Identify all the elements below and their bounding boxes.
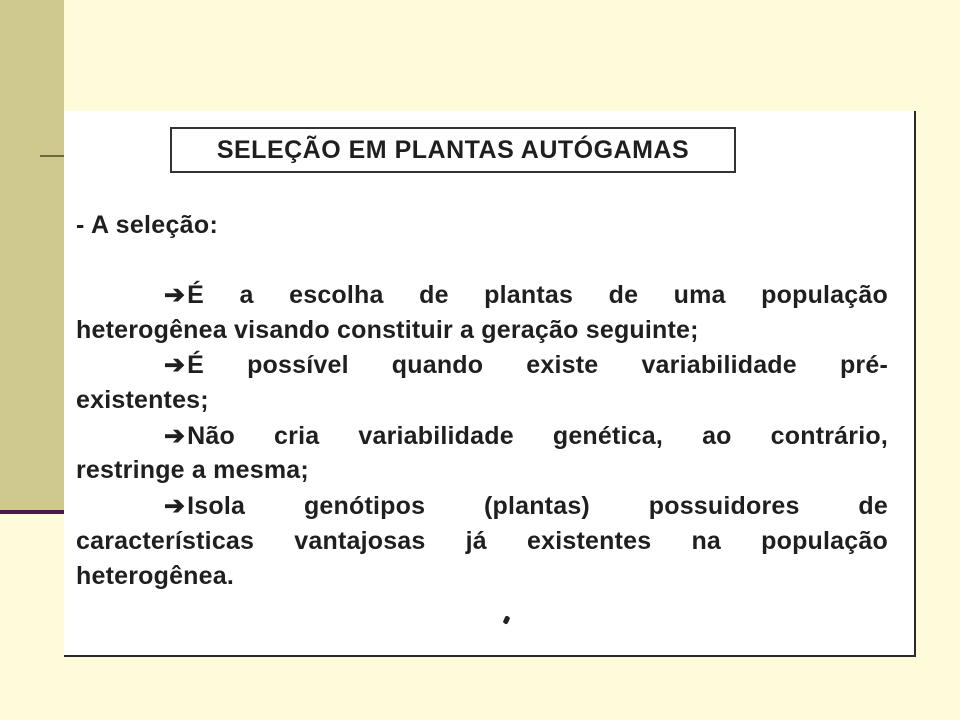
word: variabilidade xyxy=(641,351,797,379)
arrow-icon: ➔ xyxy=(164,492,186,520)
word: variabilidade xyxy=(358,422,514,450)
arrow-icon: ➔ xyxy=(164,281,186,309)
left-decorative-bar xyxy=(0,0,64,512)
word: uma xyxy=(673,281,726,309)
top-accent-line xyxy=(40,155,66,157)
word: ao xyxy=(702,422,732,450)
word: escolha xyxy=(289,281,384,309)
word: de xyxy=(608,281,639,309)
bullet-2-line-1 xyxy=(164,353,888,378)
bullet-1-first-word: ➔É xyxy=(164,281,205,309)
scanned-document-image xyxy=(64,111,916,657)
word: contrário, xyxy=(770,422,888,450)
bullet-3-line-1 xyxy=(164,424,888,449)
word: já xyxy=(465,527,487,555)
word: pré- xyxy=(839,351,888,379)
word: na xyxy=(691,527,722,555)
word: possível xyxy=(247,351,349,379)
document-title: SELEÇÃO EM PLANTAS AUTÓGAMAS xyxy=(170,127,736,173)
word: genótipos xyxy=(303,492,426,520)
bullet-4-line-2 xyxy=(76,529,888,554)
word: a xyxy=(239,281,254,309)
word: (plantas) xyxy=(483,492,590,520)
word: de xyxy=(419,281,449,309)
word: população xyxy=(761,281,888,309)
word: de xyxy=(858,492,888,520)
word: existentes xyxy=(527,527,652,555)
word: plantas xyxy=(484,281,574,309)
scan-speck xyxy=(503,615,511,624)
bottom-accent-line xyxy=(0,510,66,514)
bullet-4-line-1 xyxy=(164,494,888,519)
word: vantajosas xyxy=(294,527,426,555)
bullet-1-line-2: heterogênea visando constituir a geração seguinte; xyxy=(76,316,699,344)
bullet-4-line-3: heterogênea. xyxy=(76,562,235,590)
bullet-1-line-1 xyxy=(164,283,888,308)
word: genética, xyxy=(552,422,664,450)
bullet-2-first-word: ➔É xyxy=(164,351,205,379)
bullet-3-line-2: restringe a mesma; xyxy=(76,456,309,484)
word: população xyxy=(761,527,888,555)
word: cria xyxy=(274,422,320,450)
bullet-3-first-word: ➔Não xyxy=(164,422,235,450)
word: possuidores xyxy=(648,492,800,520)
bullet-2-line-2: existentes; xyxy=(76,386,209,414)
intro-text: - A seleção: xyxy=(76,211,219,239)
word: características xyxy=(76,527,255,555)
word: existe xyxy=(526,351,599,379)
arrow-icon: ➔ xyxy=(164,351,186,379)
arrow-icon: ➔ xyxy=(164,422,186,450)
bullet-4-first-word: ➔Isola xyxy=(164,492,246,520)
word: quando xyxy=(391,351,484,379)
